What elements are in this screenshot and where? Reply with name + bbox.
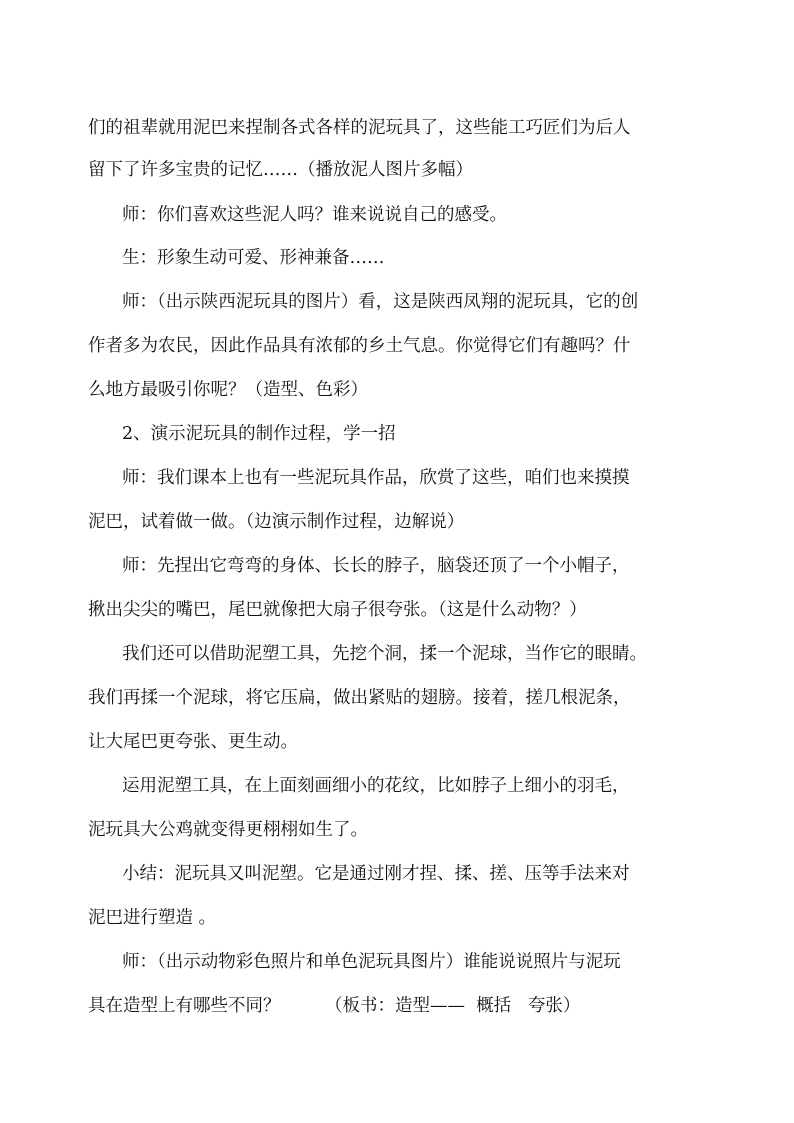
text-line: 运用泥塑工具，在上面刻画细小的花纹，比如脖子上细小的羽毛， (122, 776, 630, 796)
text-line: 具在造型上有哪些不同？ （板书：造型—— 概括 夸张） (88, 996, 581, 1016)
text-line: 师：你们喜欢这些泥人吗？谁来说说自己的感受。 (122, 205, 507, 225)
text-line: 揪出尖尖的嘴巴，尾巴就像把大扇子很夸张。（这是什么动物？） (88, 600, 587, 620)
text-line: 我们还可以借助泥塑工具，先挖个洞，揉一个泥球，当作它的眼睛。 (122, 644, 647, 664)
text-line: 师：我们课本上也有一些泥玩具作品，欣赏了这些，咱们也来摸摸 (122, 468, 630, 488)
text-line: 师：先捏出它弯弯的身体、长长的脖子，脑袋还顶了一个小帽子， (122, 556, 630, 576)
text-line: 生：形象生动可爱、形神兼备…… (122, 248, 385, 268)
text-line: 师：（出示陕西泥玩具的图片）看，这是陕西凤翔的泥玩具，它的创 (122, 292, 639, 312)
text-line: 让大尾巴更夸张、更生动。 (88, 732, 298, 752)
section-heading: 2、演示泥玩具的制作过程，学一招 (122, 424, 396, 444)
text-line: 留下了许多宝贵的记忆……（播放泥人图片多幅） (88, 160, 473, 180)
text-line: 么地方最吸引你呢？（造型、色彩） (88, 380, 368, 400)
text-line: 小结：泥玩具又叫泥塑。它是通过刚才捏、揉、搓、压等手法来对 (122, 864, 630, 884)
text-line: 们的祖辈就用泥巴来捏制各式各样的泥玩具了，这些能工巧匠们为后人 (88, 118, 631, 138)
text-line: 泥玩具大公鸡就变得更栩栩如生了。 (88, 820, 368, 840)
text-line: 泥巴进行塑造 。 (88, 908, 217, 928)
text-line: 师：（出示动物彩色照片和单色泥玩具图片）谁能说说照片与泥玩 (122, 952, 621, 972)
text-line: 作者多为农民，因此作品具有浓郁的乡土气息。你觉得它们有趣吗？什 (88, 336, 631, 356)
text-line: 我们再揉一个泥球，将它压扁，做出紧贴的翅膀。接着，搓几根泥条， (88, 688, 631, 708)
text-line: 泥巴，试着做一做。（边演示制作过程，边解说） (88, 512, 465, 532)
